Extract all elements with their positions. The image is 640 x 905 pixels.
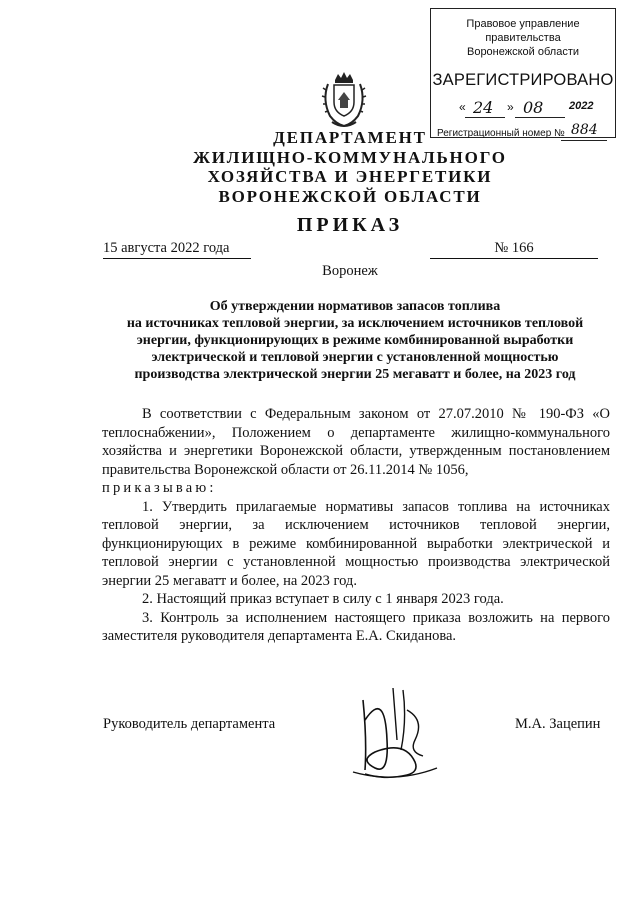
stamp-year: 2022 [569, 100, 594, 112]
document-body [102, 405, 610, 646]
signer-position: Руководитель департамента [103, 716, 276, 732]
stamp-organization [431, 17, 615, 59]
stamp-reg-label: Регистрационный номер № [437, 128, 565, 139]
stamp-day: 24 [473, 98, 494, 117]
title-line4: электрической и тепловой энергии с установленной мощностью [151, 350, 559, 365]
stamp-reg-number: 884 [571, 122, 598, 138]
title-line1: Об утверждении нормативов запасов топлива [209, 299, 501, 314]
title-line2: на источниках тепловой энергии, за исключением источников тепловой [126, 316, 584, 331]
document-number: № 166 [430, 240, 598, 259]
signer-name: М.А. Зацепин [515, 716, 601, 732]
dept-line1: ДЕПАРТАМЕНТ [273, 128, 427, 147]
coat-of-arms-icon [318, 70, 370, 132]
stamp-org-line2: Воронежской области [466, 46, 579, 58]
document-type: ПРИКАЗ [296, 214, 404, 236]
handwritten-signature [345, 680, 445, 790]
dept-line2: ЖИЛИЩНО-КОММУНАЛЬНОГО [193, 147, 507, 167]
order-word: приказываю: [102, 480, 217, 496]
document-title [100, 298, 610, 383]
stamp-date: « 24 » 08 2022 [459, 98, 594, 117]
item-2-paragraph: 2. Настоящий приказ вступает в силу с 1 января 2023 года. [142, 591, 504, 607]
preamble-paragraph: В соответствии с Федеральным законом от 27.07.2010 № 190-ФЗ «О теплоснабжении», Положением о департаменте жилищно-коммунального хозяйства и энергетики Воронежской области, утвержденным постановлением правительства Воронежской области от 26.11.2014 № 1056, [102, 406, 610, 478]
registration-stamp [430, 8, 616, 138]
stamp-status: ЗАРЕГИСТРИРОВАНО [432, 71, 614, 89]
title-line5: производства электрической энергии 25 мегаватт и более, на 2023 год [134, 367, 576, 382]
dept-line3: ХОЗЯЙСТВА И ЭНЕРГЕТИКИ [207, 167, 493, 186]
document-city: Воронеж [322, 263, 378, 279]
item-3-paragraph: 3. Контроль за исполнением настоящего приказа возложить на первого заместителя руководителя департамента Е.А. Скиданова. [102, 609, 610, 644]
item-1-paragraph: 1. Утвердить прилагаемые нормативы запасов топлива на источниках тепловой энергии, за исключением источников тепловой энергии, функционирующих в режиме комбинированной выработки электрической и тепловой энергии с установленной мощностью производства электрической энергии 25 мегаватт и более, на 2023 год. [102, 498, 610, 589]
stamp-month: 08 [523, 98, 544, 117]
stamp-org-line1: Правовое управление правительства [466, 18, 580, 44]
document-date: 15 августа 2022 года [103, 240, 251, 259]
department-heading [140, 128, 560, 206]
title-line3: энергии, функционирующих в режиме комбинированной выработки [136, 333, 574, 348]
dept-line4: ВОРОНЕЖСКОЙ ОБЛАСТИ [218, 186, 482, 206]
